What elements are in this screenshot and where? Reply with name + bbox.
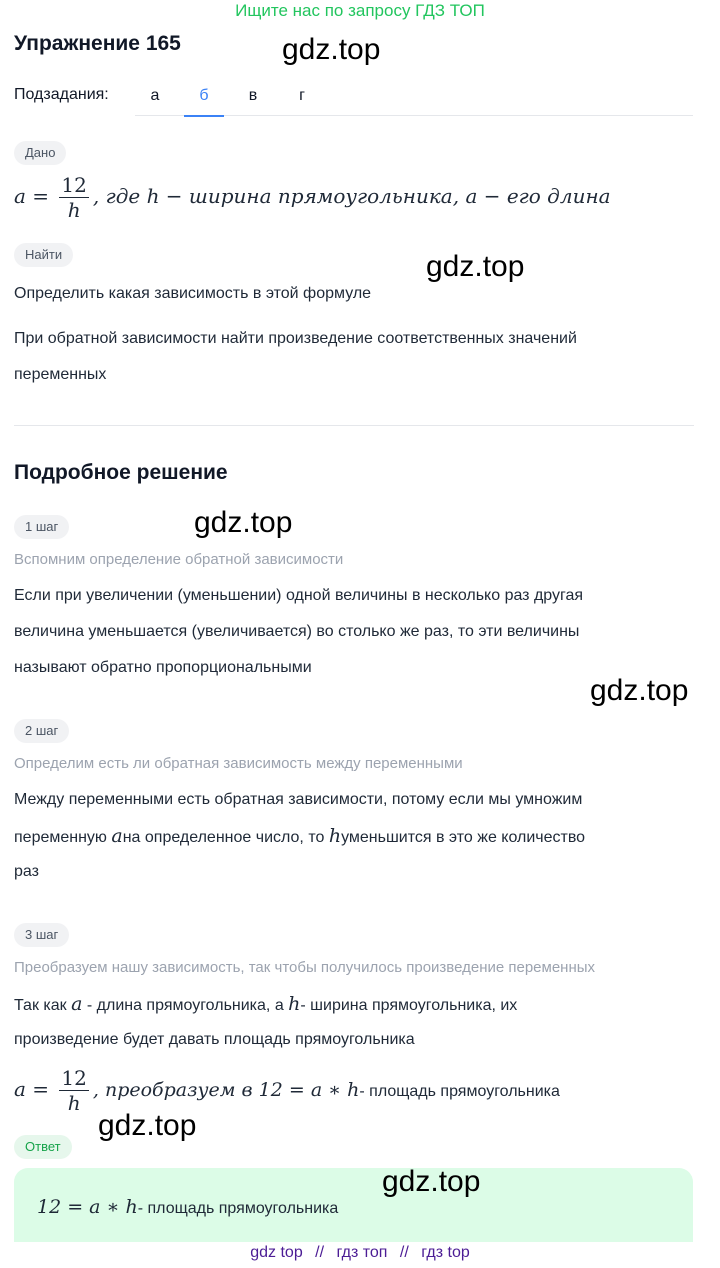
formula-rest: , где h − ширина прямоугольника, a − его длина bbox=[92, 184, 611, 208]
var-a: a bbox=[111, 825, 123, 847]
step-hint: Преобразуем нашу зависимость, так чтобы получилось произведение переменных bbox=[14, 959, 596, 976]
tab-b[interactable]: б bbox=[184, 76, 224, 116]
answer-tail: - площадь прямоугольника bbox=[137, 1200, 339, 1217]
step-chip: 2 шаг bbox=[14, 719, 69, 743]
text-part: уменьшится в это же количество bbox=[341, 829, 586, 846]
step-chip: 3 шаг bbox=[14, 923, 69, 947]
fraction bbox=[59, 1066, 88, 1115]
var-h: h bbox=[288, 993, 301, 1015]
step-text bbox=[14, 986, 517, 1024]
given-chip: Дано bbox=[14, 141, 66, 165]
step-text bbox=[14, 818, 585, 856]
text-part: Так как bbox=[14, 997, 72, 1014]
solution-title: Подробное решение bbox=[14, 461, 228, 484]
step-hint: Определим есть ли обратная зависимость между переменными bbox=[14, 755, 463, 772]
find-text: При обратной зависимости найти произведение соответственных значений bbox=[14, 330, 577, 347]
watermark: gdz.top bbox=[282, 33, 381, 66]
step-text: раз bbox=[14, 863, 39, 880]
formula-lhs: a bbox=[14, 1077, 26, 1101]
var-a: a bbox=[71, 993, 83, 1015]
tab-v[interactable]: в bbox=[248, 87, 258, 104]
exercise-title: Упражнение 165 bbox=[14, 32, 181, 55]
step-text: величина уменьшается (увеличивается) во столько же раз, то эти величины bbox=[14, 623, 580, 640]
fraction-denominator: h bbox=[67, 1091, 81, 1115]
fraction-numerator: 12 bbox=[61, 1066, 87, 1090]
tab-g[interactable]: г bbox=[299, 87, 305, 104]
fraction bbox=[59, 173, 88, 222]
footer-links bbox=[0, 1242, 720, 1264]
formula-mid: , преобразуем в 12 = a ∗ h bbox=[92, 1079, 360, 1101]
step3-formula bbox=[14, 1063, 560, 1118]
footer-separator: // bbox=[315, 1244, 325, 1261]
step-text: Между переменными есть обратная зависимости, потому если мы умножим bbox=[14, 791, 583, 808]
watermark: gdz.top bbox=[426, 250, 525, 283]
var-h: h bbox=[328, 825, 342, 847]
text-part: переменную bbox=[14, 829, 112, 846]
answer-formula bbox=[37, 1196, 338, 1218]
tab-a[interactable]: а bbox=[150, 87, 160, 104]
subtasks-label: Подзадания: bbox=[14, 86, 109, 103]
given-formula bbox=[14, 170, 611, 222]
footer-separator: // bbox=[399, 1244, 409, 1261]
subtask-tabs bbox=[135, 76, 693, 116]
find-text: Определить какая зависимость в этой формуле bbox=[14, 285, 372, 302]
watermark: gdz.top bbox=[98, 1109, 197, 1142]
step-chip: 1 шаг bbox=[14, 515, 69, 539]
text-part: - ширина прямоугольника, их bbox=[300, 997, 518, 1014]
step-hint: Вспомним определение обратной зависимости bbox=[14, 551, 344, 568]
watermark: gdz.top bbox=[382, 1165, 481, 1198]
answer-math: 12 = a ∗ h bbox=[37, 1196, 138, 1218]
promo-banner[interactable]: Ищите нас по запросу ГДЗ ТОП bbox=[235, 1, 485, 20]
find-text: переменных bbox=[14, 366, 107, 383]
fraction-numerator: 12 bbox=[61, 173, 87, 197]
text-part: - длина прямоугольника, а bbox=[82, 997, 289, 1014]
divider bbox=[14, 425, 694, 426]
step-text: называют обратно пропорциональными bbox=[14, 659, 312, 676]
formula-eq: = bbox=[32, 1077, 50, 1101]
footer-link[interactable]: гдз top bbox=[421, 1244, 470, 1261]
step-text: произведение будет давать площадь прямоугольника bbox=[14, 1031, 415, 1048]
find-chip: Найти bbox=[14, 243, 73, 267]
formula-lhs: a bbox=[14, 184, 26, 208]
answer-chip: Ответ bbox=[14, 1135, 72, 1159]
formula-tail: - площадь прямоугольника bbox=[359, 1083, 560, 1100]
watermark: gdz.top bbox=[590, 674, 689, 707]
fraction-denominator: h bbox=[67, 198, 81, 222]
step-text: Если при увеличении (уменьшении) одной величины в несколько раз другая bbox=[14, 587, 584, 604]
watermark: gdz.top bbox=[194, 506, 293, 539]
footer-link[interactable]: гдз топ bbox=[336, 1244, 388, 1261]
footer-link[interactable]: gdz top bbox=[250, 1244, 303, 1261]
formula-eq: = bbox=[32, 184, 50, 208]
text-part: на определенное число, то bbox=[122, 829, 329, 846]
